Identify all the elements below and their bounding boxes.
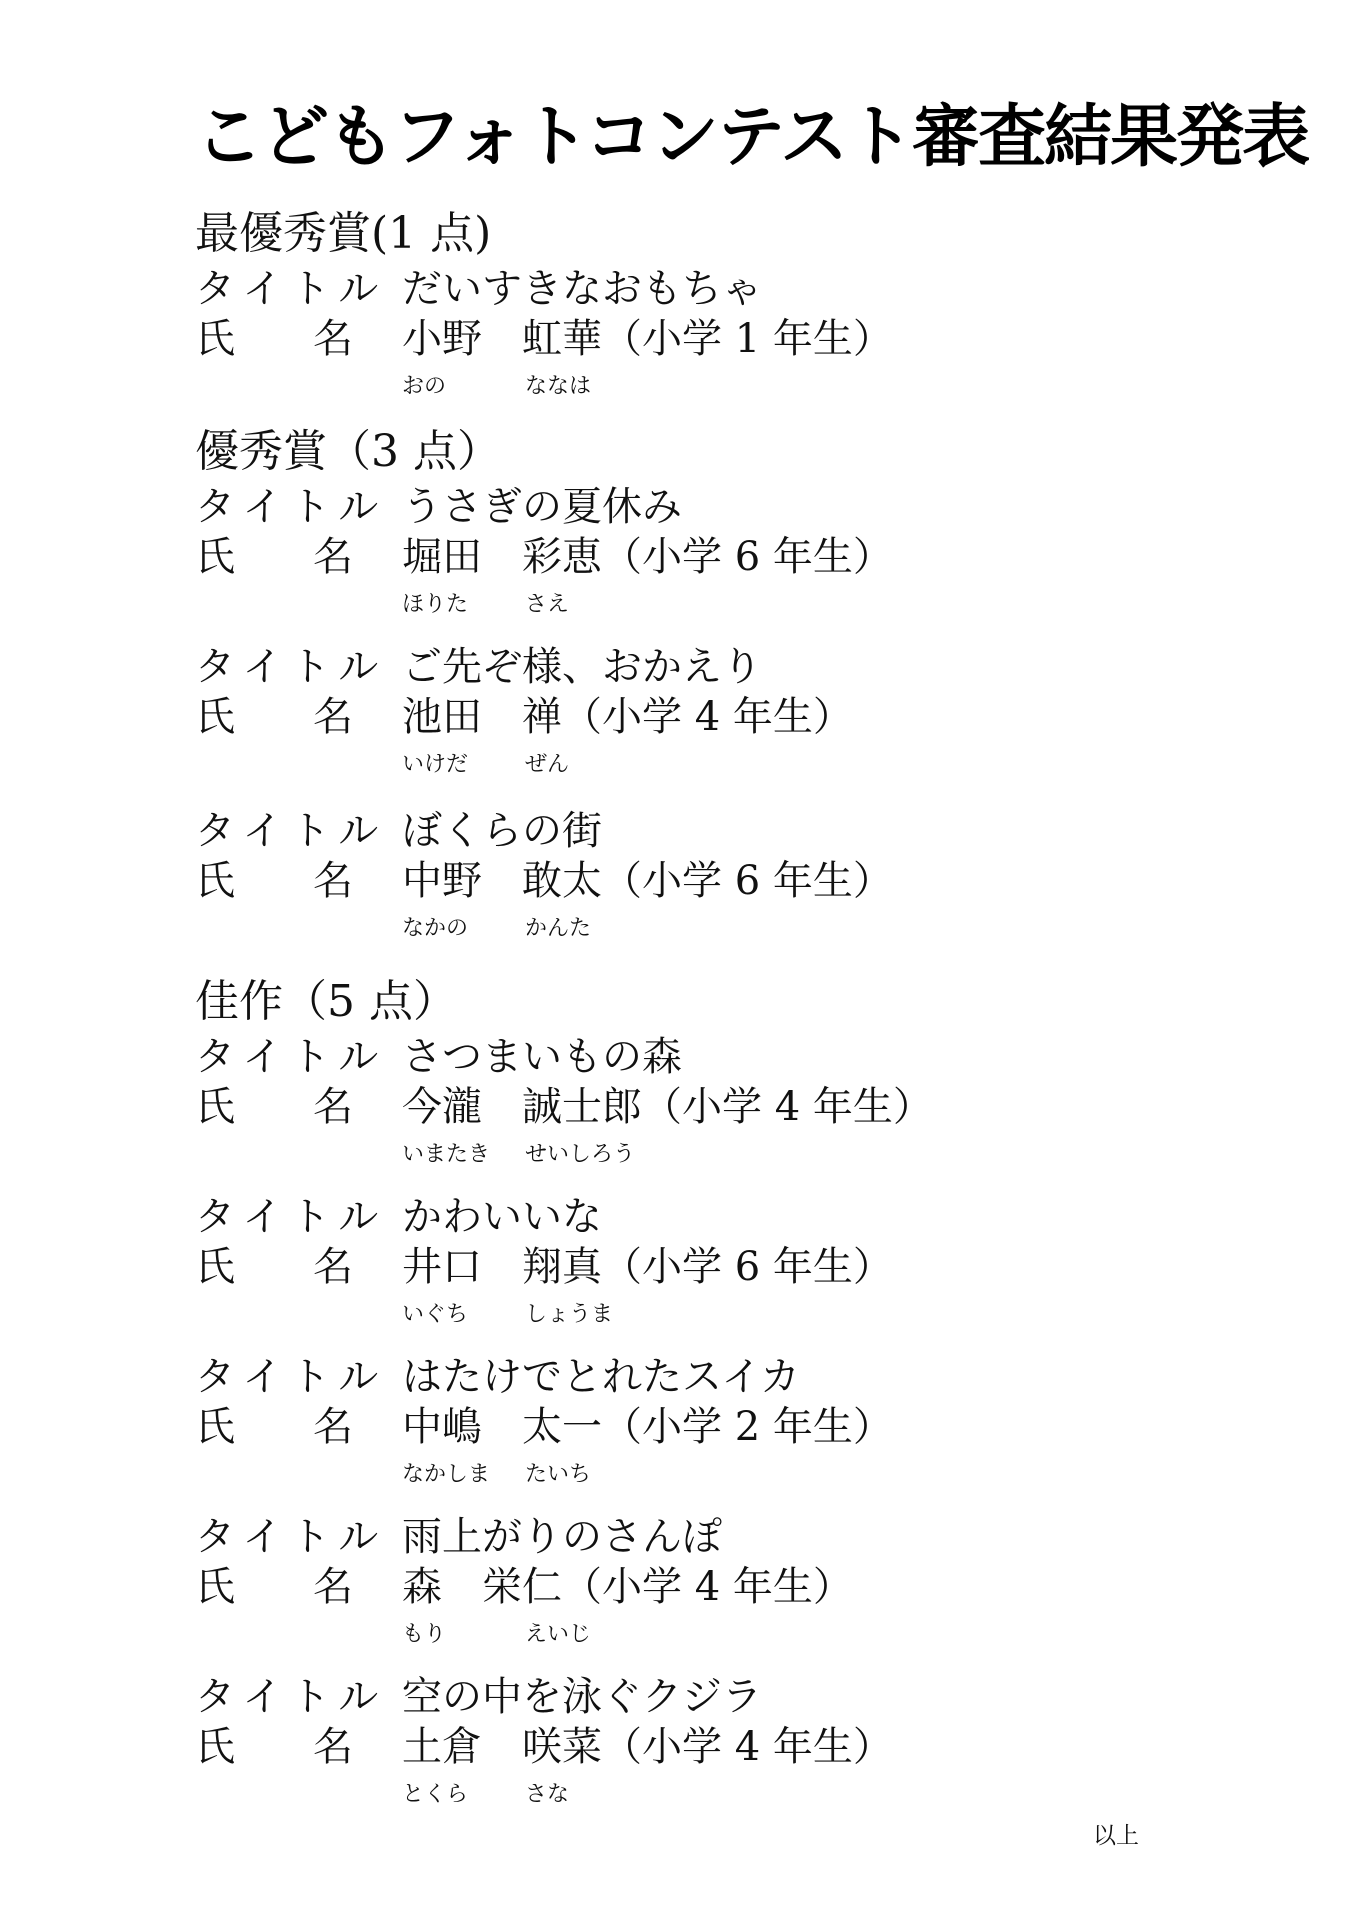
name-label-first: 氏 (195, 1564, 235, 1610)
winner-name: 中野 敢太（小学 6 年生） (402, 858, 893, 904)
furigana-family: いけだ (402, 752, 469, 777)
furigana-given: ぜん (525, 752, 570, 777)
name-label-second: 名 (313, 1244, 353, 1290)
title-label: タイトル (195, 1514, 387, 1560)
name-label-first: 氏 (195, 1404, 235, 1450)
award-entry (195, 265, 1195, 415)
title-label: タイトル (195, 1354, 387, 1400)
winner-name: 森 栄仁（小学 4 年生） (402, 1564, 853, 1610)
name-label-first: 氏 (195, 534, 235, 580)
name-label-second: 名 (313, 1724, 353, 1770)
photo-title: さつまいもの森 (402, 1034, 682, 1080)
title-label: タイトル (195, 266, 387, 312)
furigana-given: かんた (525, 916, 592, 941)
title-label: タイトル (195, 644, 387, 690)
name-label-second: 名 (313, 1404, 353, 1450)
photo-title: 雨上がりのさんぽ (402, 1514, 722, 1560)
name-label-second: 名 (313, 858, 353, 904)
furigana-family: ほりた (402, 592, 469, 617)
closing-remark: 以上 (1093, 1823, 1139, 1849)
furigana-family: なかしま (402, 1462, 491, 1487)
winner-name: 堀田 彩恵（小学 6 年生） (402, 534, 893, 580)
award-entry (195, 1033, 1195, 1183)
furigana-given: せいしろう (525, 1142, 636, 1167)
photo-title: だいすきなおもちゃ (402, 266, 762, 312)
name-label-second: 名 (313, 1084, 353, 1130)
winner-name: 中嶋 太一（小学 2 年生） (402, 1404, 893, 1450)
photo-title: はたけでとれたスイカ (402, 1354, 800, 1400)
name-label-second: 名 (313, 1564, 353, 1610)
winner-name: 井口 翔真（小学 6 年生） (402, 1244, 893, 1290)
name-label-first: 氏 (195, 1084, 235, 1130)
furigana-family: いぐち (402, 1302, 469, 1327)
photo-title: 空の中を泳ぐクジラ (402, 1674, 762, 1720)
furigana-given: たいち (525, 1462, 592, 1487)
category-heading-honorable-mention: 佳作（5 点） (195, 976, 457, 1027)
name-label-first: 氏 (195, 316, 235, 362)
page-title: こどもフォトコンテスト審査結果発表 (195, 98, 1309, 177)
winner-name: 小野 虹華（小学 1 年生） (402, 316, 893, 362)
furigana-given: さえ (525, 592, 570, 617)
winner-name: 土倉 咲菜（小学 4 年生） (402, 1724, 893, 1770)
name-label-first: 氏 (195, 1244, 235, 1290)
furigana-given: さな (525, 1782, 570, 1807)
award-entry (195, 643, 1195, 793)
award-entry (195, 807, 1195, 957)
name-label-second: 名 (313, 534, 353, 580)
title-label: タイトル (195, 1194, 387, 1240)
award-entry (195, 483, 1195, 633)
title-label: タイトル (195, 484, 387, 530)
name-label-first: 氏 (195, 694, 235, 740)
title-label: タイトル (195, 1674, 387, 1720)
photo-title: かわいいな (402, 1194, 602, 1240)
name-label-first: 氏 (195, 858, 235, 904)
furigana-given: えいじ (525, 1622, 592, 1647)
name-label-second: 名 (313, 694, 353, 740)
photo-title: ご先ぞ様、おかえり (402, 644, 762, 690)
title-label: タイトル (195, 1034, 387, 1080)
furigana-family: おの (402, 374, 447, 399)
name-label-second: 名 (313, 316, 353, 362)
photo-title: ぼくらの街 (402, 808, 602, 854)
award-entry (195, 1513, 1195, 1663)
furigana-family: もり (402, 1622, 447, 1647)
award-entry (195, 1353, 1195, 1503)
winner-name: 今瀧 誠士郎（小学 4 年生） (402, 1084, 933, 1130)
winner-name: 池田 禅（小学 4 年生） (402, 694, 853, 740)
award-entry (195, 1673, 1195, 1823)
furigana-family: なかの (402, 916, 469, 941)
award-entry (195, 1193, 1195, 1343)
photo-title: うさぎの夏休み (402, 484, 682, 530)
title-label: タイトル (195, 808, 387, 854)
furigana-given: ななは (525, 374, 592, 399)
furigana-given: しょうま (525, 1302, 614, 1327)
category-heading-grand-prize: 最優秀賞(1 点) (195, 208, 492, 259)
furigana-family: とくら (402, 1782, 469, 1807)
name-label-first: 氏 (195, 1724, 235, 1770)
category-heading-excellence: 優秀賞（3 点） (195, 426, 501, 477)
furigana-family: いまたき (402, 1142, 491, 1167)
